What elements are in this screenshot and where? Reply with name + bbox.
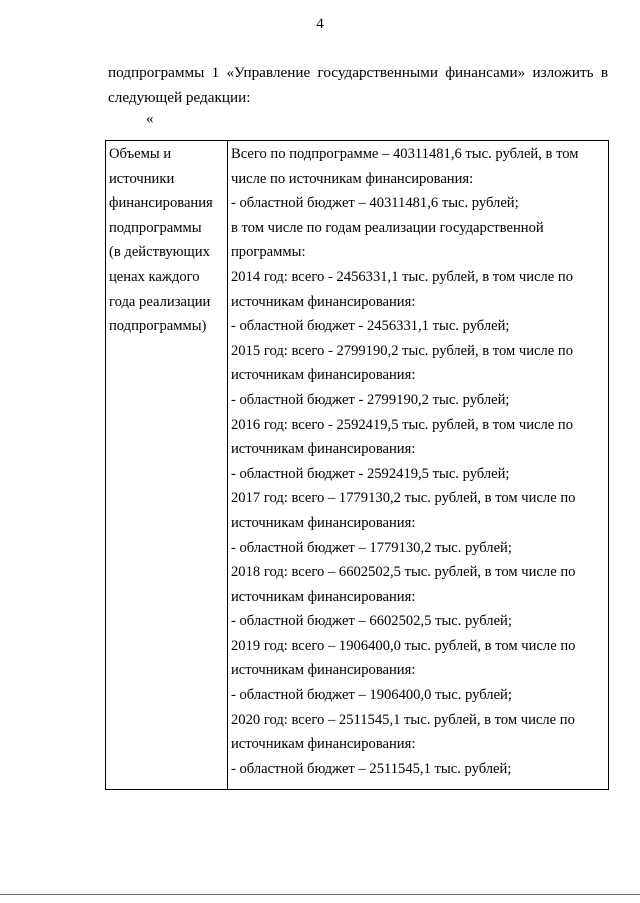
content-line: 2017 год: всего – 1779130,2 тыс. рублей, в том числе по [231, 490, 576, 507]
content-line: источникам финансирования: [231, 441, 416, 458]
intro-paragraph [108, 61, 608, 110]
funding-content-cell [228, 141, 609, 790]
content-line: источникам финансирования: [231, 588, 416, 605]
content-line: источникам финансирования: [231, 514, 416, 531]
content-line: программы: [231, 244, 306, 261]
content-line: Всего по подпрограмме – 40311481,6 тыс. рублей, в том [231, 146, 579, 162]
content-line: источникам финансирования: [231, 293, 416, 310]
content-line: источникам финансирования: [231, 736, 416, 753]
content-line: - областной бюджет – 2511545,1 тыс. рублей; [231, 760, 512, 777]
label-line: подпрограммы) [109, 318, 207, 335]
funding-table [105, 140, 609, 790]
content-line: источникам финансирования: [231, 662, 416, 679]
label-line: (в действующих [109, 244, 210, 261]
content-line: числе по источникам финансирования: [231, 170, 474, 187]
content-line: - областной бюджет – 40311481,6 тыс. рублей; [231, 195, 519, 212]
label-line: ценах каждого [109, 268, 200, 285]
content-line: - областной бюджет – 1906400,0 тыс. рублей; [231, 687, 512, 704]
page-number: 4 [316, 16, 324, 32]
content-line: - областной бюджет – 6602502,5 тыс. рублей; [231, 613, 512, 630]
intro-line-1: подпрограммы 1 «Управление государственными финансами» изложить в [108, 64, 608, 81]
page-bottom-rule [0, 894, 640, 895]
content-line: - областной бюджет - 2799190,2 тыс. рублей; [231, 391, 510, 408]
funding-table-row [106, 141, 609, 790]
label-line: подпрограммы [109, 219, 202, 236]
label-line: источники [109, 170, 175, 187]
content-line: 2016 год: всего - 2592419,5 тыс. рублей, в том числе по [231, 416, 574, 433]
content-line: в том числе по годам реализации государственной [231, 219, 544, 236]
content-line: 2020 год: всего – 2511545,1 тыс. рублей, в том числе по [231, 711, 575, 728]
content-line: источникам финансирования: [231, 367, 416, 384]
content-line: - областной бюджет - 2592419,5 тыс. рублей; [231, 465, 510, 482]
label-line: Объемы и [109, 146, 172, 162]
content-line: 2018 год: всего – 6602502,5 тыс. рублей, в том числе по [231, 564, 576, 581]
content-line: 2014 год: всего - 2456331,1 тыс. рублей, в том числе по [231, 268, 574, 285]
content-line: - областной бюджет - 2456331,1 тыс. рублей; [231, 318, 510, 335]
content-line: - областной бюджет – 1779130,2 тыс. рублей; [231, 539, 512, 556]
intro-line-2: следующей редакции: [108, 88, 251, 106]
opening-quote-mark: « [146, 111, 154, 127]
content-line: 2019 год: всего – 1906400,0 тыс. рублей, в том числе по [231, 637, 576, 654]
label-line: года реализации [109, 293, 211, 310]
funding-label-cell [106, 141, 228, 790]
label-line: финансирования [109, 195, 213, 212]
content-line: 2015 год: всего - 2799190,2 тыс. рублей, в том числе по [231, 342, 574, 359]
